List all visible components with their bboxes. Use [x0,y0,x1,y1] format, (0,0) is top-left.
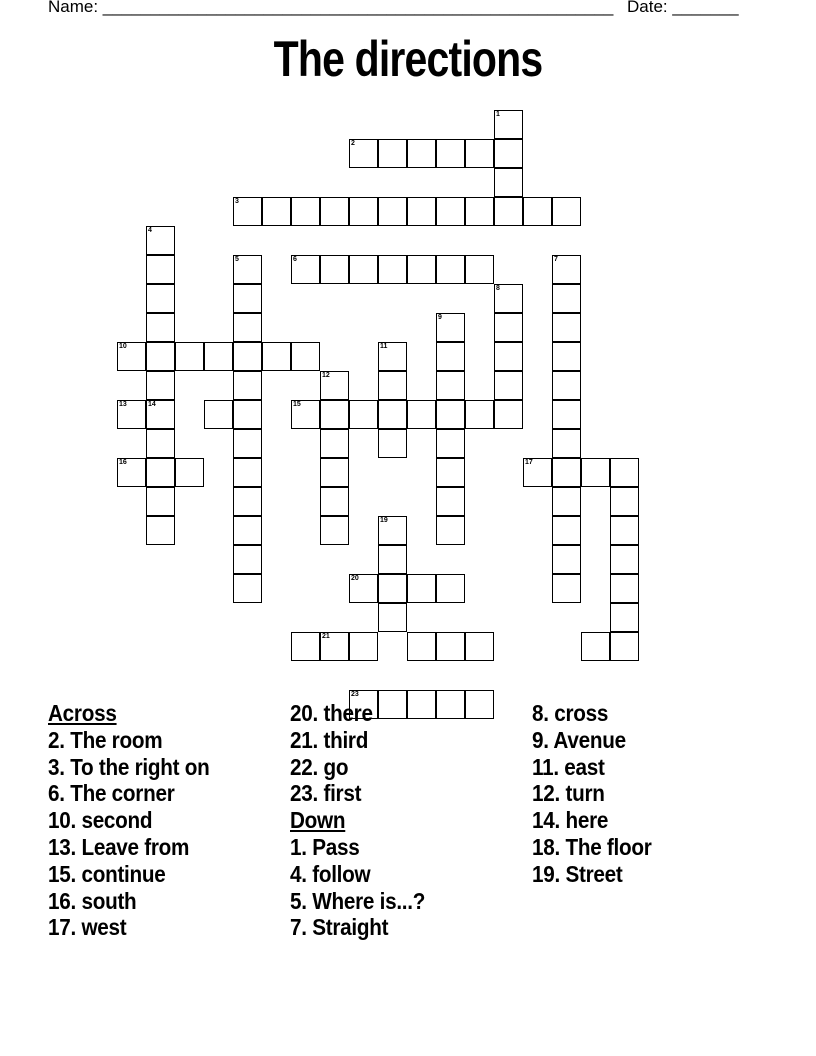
cell-number: 3 [235,198,239,205]
date-field-label: Date: _______ [627,0,739,16]
grid-cell[interactable] [494,400,523,429]
grid-cell[interactable] [175,342,204,371]
cell-number: 6 [293,256,297,263]
clue-item: 13. Leave from [48,833,190,860]
clue-item: 11. east [532,753,605,780]
grid-cell[interactable] [146,371,175,400]
grid-cell[interactable] [581,458,610,487]
grid-cell[interactable] [233,458,262,487]
grid-cell[interactable] [610,632,639,661]
grid-cell[interactable] [233,400,262,429]
grid-cell[interactable] [407,139,436,168]
grid-cell[interactable] [262,342,291,371]
grid-cell[interactable] [436,371,465,400]
grid-cell[interactable] [465,400,494,429]
grid-cell[interactable] [436,342,465,371]
clue-item: 1. Pass [290,833,360,860]
grid-cell[interactable] [349,197,378,226]
grid-cell[interactable] [436,197,465,226]
grid-cell[interactable] [436,139,465,168]
cell-number: 8 [496,285,500,292]
page-title: The directions [273,31,543,87]
grid-cell[interactable] [291,197,320,226]
grid-cell[interactable] [320,400,349,429]
grid-cell[interactable] [581,632,610,661]
grid-cell[interactable] [146,226,175,255]
cell-number: 10 [119,343,127,350]
grid-cell[interactable] [436,516,465,545]
grid-cell[interactable] [291,632,320,661]
grid-cell[interactable] [465,139,494,168]
grid-cell[interactable] [291,255,320,284]
clue-item: 2. The room [48,726,163,753]
grid-cell[interactable] [552,545,581,574]
grid-cell[interactable] [436,487,465,516]
grid-cell[interactable] [291,342,320,371]
cell-number: 7 [554,256,558,263]
grid-cell[interactable] [233,284,262,313]
grid-cell[interactable] [233,574,262,603]
clue-item: 10. second [48,807,153,834]
grid-cell[interactable] [610,574,639,603]
grid-cell[interactable] [146,342,175,371]
grid-cell[interactable] [552,371,581,400]
grid-cell[interactable] [378,603,407,632]
grid-cell[interactable] [349,574,378,603]
grid-cell[interactable] [436,632,465,661]
grid-cell[interactable] [465,197,494,226]
grid-cell[interactable] [552,342,581,371]
grid-cell[interactable] [291,400,320,429]
grid-cell[interactable] [436,429,465,458]
grid-cell[interactable] [610,545,639,574]
grid-cell[interactable] [378,545,407,574]
grid-cell[interactable] [378,574,407,603]
grid-cell[interactable] [378,139,407,168]
grid-cell[interactable] [407,574,436,603]
grid-cell[interactable] [146,313,175,342]
clue-column-2 [290,700,530,941]
clue-item: 19. Street [532,860,623,887]
grid-cell[interactable] [494,110,523,139]
grid-cell[interactable] [436,313,465,342]
grid-cell[interactable] [233,487,262,516]
cell-number: 23 [351,691,359,698]
grid-cell[interactable] [349,255,378,284]
grid-cell[interactable] [117,458,146,487]
grid-cell[interactable] [233,516,262,545]
clue-item: 6. The corner [48,780,175,807]
grid-cell[interactable] [378,342,407,371]
cell-number: 17 [525,459,533,466]
clue-item: 15. continue [48,860,166,887]
grid-cell[interactable] [204,400,233,429]
grid-cell[interactable] [233,545,262,574]
clue-item: 21. third [290,726,369,753]
grid-cell[interactable] [175,458,204,487]
grid-cell[interactable] [552,487,581,516]
cell-number: 11 [380,343,388,350]
clue-item: 18. The floor [532,833,652,860]
cell-number: 12 [322,372,330,379]
grid-cell[interactable] [494,342,523,371]
grid-cell[interactable] [378,516,407,545]
clue-item: 8. cross [532,700,609,726]
grid-cell[interactable] [378,197,407,226]
grid-cell[interactable] [494,371,523,400]
grid-cell[interactable] [407,255,436,284]
grid-cell[interactable] [378,255,407,284]
grid-cell[interactable] [494,139,523,168]
grid-cell[interactable] [146,400,175,429]
cell-number: 4 [148,227,152,234]
grid-cell[interactable] [552,313,581,342]
grid-cell[interactable] [407,400,436,429]
grid-cell[interactable] [610,487,639,516]
grid-cell[interactable] [233,197,262,226]
grid-cell[interactable] [552,516,581,545]
grid-cell[interactable] [320,197,349,226]
cell-number: 15 [293,401,301,408]
grid-cell[interactable] [378,371,407,400]
clue-item: 5. Where is...? [290,887,426,914]
grid-cell[interactable] [349,632,378,661]
clue-item: 22. go [290,753,349,780]
grid-cell[interactable] [320,429,349,458]
grid-cell[interactable] [146,516,175,545]
grid-cell[interactable] [494,197,523,226]
clue-item: 14. here [532,807,609,834]
cell-number: 9 [438,314,442,321]
clue-item: 3. To the right on [48,753,210,780]
grid-cell[interactable] [146,284,175,313]
grid-cell[interactable] [146,487,175,516]
grid-cell[interactable] [117,342,146,371]
clue-item: 23. first [290,780,362,807]
across-heading: Across [48,700,117,726]
grid-cell[interactable] [552,458,581,487]
grid-cell[interactable] [320,371,349,400]
grid-cell[interactable] [610,458,639,487]
grid-cell[interactable] [610,603,639,632]
clue-item: 16. south [48,887,137,914]
grid-cell[interactable] [233,429,262,458]
cell-number: 19 [380,517,388,524]
grid-cell[interactable] [204,342,233,371]
grid-cell[interactable] [146,255,175,284]
grid-cell[interactable] [552,429,581,458]
cell-number: 16 [119,459,127,466]
clue-column-1 [48,700,288,941]
grid-cell[interactable] [378,400,407,429]
clue-item: 17. west [48,914,127,941]
grid-cell[interactable] [146,458,175,487]
cell-number: 20 [351,575,359,582]
grid-cell[interactable] [465,255,494,284]
clue-item: 7. Straight [290,914,389,941]
cell-number: 21 [322,633,330,640]
grid-cell[interactable] [233,313,262,342]
grid-cell[interactable] [465,632,494,661]
grid-cell[interactable] [320,487,349,516]
grid-cell[interactable] [552,400,581,429]
grid-cell[interactable] [494,168,523,197]
grid-cell[interactable] [146,429,175,458]
grid-cell[interactable] [552,255,581,284]
clue-item: 12. turn [532,780,605,807]
grid-cell[interactable] [436,400,465,429]
grid-cell[interactable] [523,458,552,487]
cell-number: 5 [235,256,239,263]
cell-number: 2 [351,140,355,147]
grid-cell[interactable] [233,255,262,284]
grid-cell[interactable] [320,255,349,284]
grid-cell[interactable] [494,313,523,342]
clue-column-3 [532,700,772,888]
grid-cell[interactable] [523,197,552,226]
clue-item: 9. Avenue [532,726,626,753]
grid-cell[interactable] [407,197,436,226]
grid-cell[interactable] [552,574,581,603]
grid-cell[interactable] [552,284,581,313]
grid-cell[interactable] [436,574,465,603]
grid-cell[interactable] [610,516,639,545]
cell-number: 13 [119,401,127,408]
grid-cell[interactable] [436,255,465,284]
grid-cell[interactable] [552,197,581,226]
grid-cell[interactable] [320,516,349,545]
name-field-label: Name: ______________________________________________________ [48,0,614,16]
clue-item: 4. follow [290,860,371,887]
grid-cell[interactable] [407,632,436,661]
grid-cell[interactable] [436,458,465,487]
grid-cell[interactable] [117,400,146,429]
grid-cell[interactable] [494,284,523,313]
grid-cell[interactable] [378,429,407,458]
cell-number: 1 [496,111,500,118]
down-heading: Down [290,807,346,834]
clue-item: 20. there [290,700,373,726]
cell-number: 14 [148,401,156,408]
grid-cell[interactable] [349,400,378,429]
grid-cell[interactable] [320,458,349,487]
grid-cell[interactable] [349,139,378,168]
grid-cell[interactable] [233,371,262,400]
grid-cell[interactable] [233,342,262,371]
grid-cell[interactable] [262,197,291,226]
grid-cell[interactable] [320,632,349,661]
